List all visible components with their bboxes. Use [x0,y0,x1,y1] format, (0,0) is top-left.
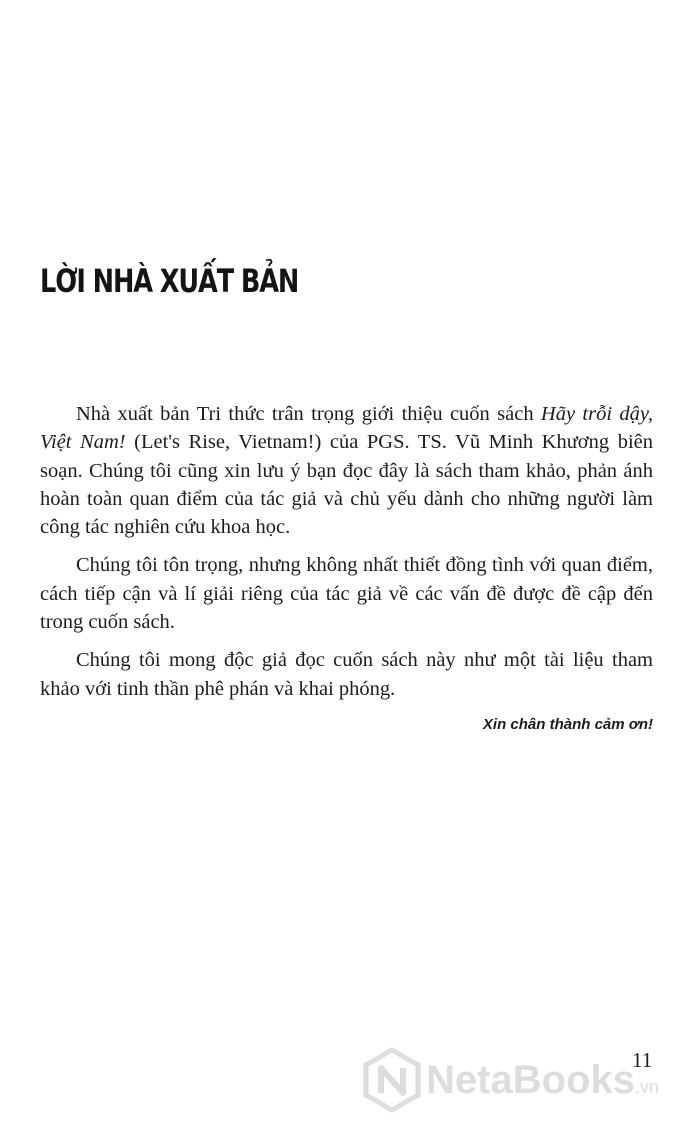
paragraph-3: Chúng tôi mong độc giả đọc cuốn sách này như một tài liệu tham khảo với tinh thần phê phán và khai phóng. [40,649,653,700]
netabooks-logo-icon [362,1047,422,1113]
watermark-name: NetaBooks [426,1057,635,1102]
page-number: 11 [632,1048,653,1072]
closing-line: Xin chân thành cảm ơn! [482,716,653,733]
paragraph-1-intro: Nhà xuất bản Tri thức trân trọng giới thiệu cuốn sách [76,403,541,425]
page-title: LỜI NHÀ XUẤT BẢN [40,262,299,300]
paragraph-1-rest: (Let's Rise, Vietnam!) của PGS. TS. Vũ Minh Khương biên soạn. Chúng tôi cũng xin lưu ý bạn đọc đây là sách tham khảo, phản ánh hoàn toàn quan điểm của tác giả và chủ yếu dành cho những người làm công tác nghiên cứu khoa học. [40,431,653,539]
watermark-text [426,1058,659,1103]
watermark-suffix: .vn [634,1076,659,1097]
body-text [40,400,653,713]
paragraph-1 [40,400,653,541]
paragraph-2: Chúng tôi tôn trọng, nhưng không nhất thiết đồng tình với quan điểm, cách tiếp cận và lí giải riêng của tác giả về các vấn đề được đề cập đến trong cuốn sách. [40,554,653,634]
watermark [362,1044,659,1116]
book-title: Hãy trỗi dậy, Việt Nam! [40,403,653,454]
